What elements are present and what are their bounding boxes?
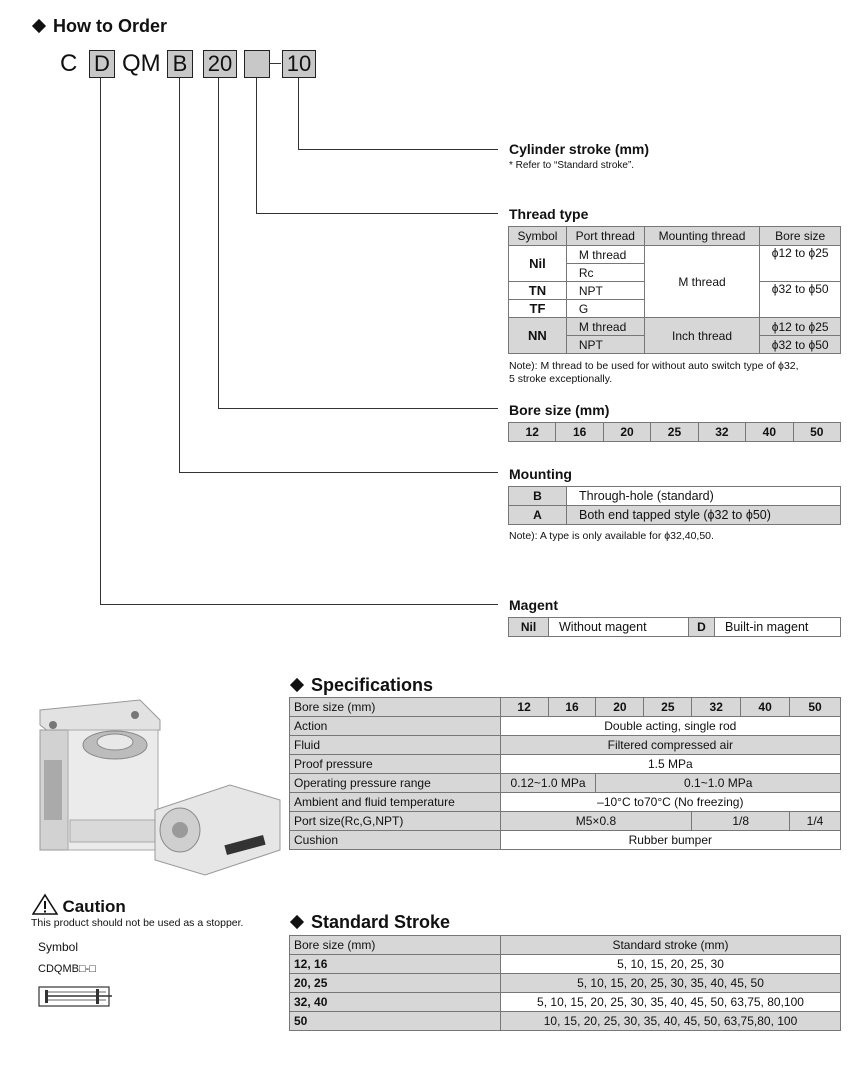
spec-bore-cell: 32 bbox=[692, 698, 741, 717]
cylinder-symbol-icon bbox=[36, 985, 116, 1009]
spec-temp-value: –10°C to70°C (No freezing) bbox=[500, 793, 840, 812]
port-thread-6: NPT bbox=[566, 336, 644, 354]
diamond-bullet-icon bbox=[32, 19, 46, 33]
code-box-thread bbox=[244, 50, 270, 78]
thread-type-table bbox=[508, 226, 841, 354]
spec-bore-label: Bore size (mm) bbox=[290, 698, 501, 717]
magent-table bbox=[508, 617, 841, 637]
bore-cell: 32 bbox=[698, 423, 745, 442]
leader-mounting-v bbox=[179, 78, 180, 472]
cylinder-stroke-title: Cylinder stroke (mm) bbox=[509, 141, 650, 157]
spec-oper-label: Operating pressure range bbox=[290, 774, 501, 793]
magent-sym-d: D bbox=[689, 618, 715, 637]
warning-icon bbox=[32, 893, 58, 915]
mounting-title: Mounting bbox=[509, 466, 572, 482]
stroke-bore-cell: 12, 16 bbox=[290, 955, 501, 974]
leader-thread-v bbox=[256, 78, 257, 213]
stroke-header-bore: Bore size (mm) bbox=[290, 936, 501, 955]
sym-nn: NN bbox=[509, 318, 567, 354]
stroke-bore-cell: 32, 40 bbox=[290, 993, 501, 1012]
port-thread-3: NPT bbox=[566, 282, 644, 300]
port-thread-4: G bbox=[566, 300, 644, 318]
leader-bore-h bbox=[218, 408, 498, 409]
sym-nil: Nil bbox=[509, 246, 567, 282]
code-box-stroke: 10 bbox=[282, 50, 316, 78]
spec-bore-cell: 25 bbox=[644, 698, 692, 717]
spec-port-v1: M5×0.8 bbox=[500, 812, 692, 831]
th-port-thread: Port thread bbox=[566, 227, 644, 246]
leader-stroke-h bbox=[298, 149, 498, 150]
th-bore-size: Bore size bbox=[760, 227, 841, 246]
how-to-order-heading: How to Order bbox=[34, 16, 167, 37]
spec-action-label: Action bbox=[290, 717, 501, 736]
bore-cell: 12 bbox=[509, 423, 556, 442]
table-row bbox=[290, 1012, 841, 1031]
leader-thread-h bbox=[256, 213, 498, 214]
leader-mounting-h bbox=[179, 472, 498, 473]
bore-size-title: Bore size (mm) bbox=[509, 402, 610, 418]
leader-stroke-v bbox=[298, 78, 299, 149]
cylinder-stroke-note: * Refer to “Standard stroke”. bbox=[509, 160, 635, 171]
spec-bore-cell: 50 bbox=[790, 698, 841, 717]
stroke-header-stroke: Standard stroke (mm) bbox=[501, 936, 841, 955]
specifications-heading: Specifications bbox=[292, 675, 433, 696]
bore-size-1: ϕ12 to ϕ25 bbox=[760, 246, 841, 282]
thread-note-line2: 5 stroke exceptionally. bbox=[509, 373, 613, 385]
small-cylinder-image bbox=[155, 785, 280, 875]
spec-cushion-value: Rubber bumper bbox=[500, 831, 840, 850]
symbol-code: CDQMB□-□ bbox=[38, 963, 96, 975]
bore-size-3: ϕ12 to ϕ25 bbox=[760, 318, 841, 336]
bore-cell: 25 bbox=[651, 423, 698, 442]
port-thread-2: Rc bbox=[566, 264, 644, 282]
caution-text: This product should not be used as a stopper. bbox=[31, 917, 244, 929]
spec-bore-cell: 16 bbox=[548, 698, 596, 717]
spec-port-v3: 1/4 bbox=[790, 812, 841, 831]
stroke-values-cell: 5, 10, 15, 20, 25, 30 bbox=[501, 955, 841, 974]
spec-port-v2: 1/8 bbox=[692, 812, 790, 831]
thread-note-line1: Note): M thread to be used for without auto switch type of ϕ32, bbox=[509, 360, 799, 372]
code-qm: QM bbox=[122, 50, 161, 77]
leader-magent-v bbox=[100, 78, 101, 604]
stroke-bore-cell: 20, 25 bbox=[290, 974, 501, 993]
product-photo bbox=[30, 690, 285, 880]
spec-bore-cell: 20 bbox=[596, 698, 644, 717]
spec-proof-label: Proof pressure bbox=[290, 755, 501, 774]
mounting-table bbox=[508, 486, 841, 525]
mount-desc-a: Both end tapped style (ϕ32 to ϕ50) bbox=[567, 506, 841, 525]
magent-sym-nil: Nil bbox=[509, 618, 549, 637]
bore-cell: 16 bbox=[556, 423, 603, 442]
spec-action-value: Double acting, single rod bbox=[500, 717, 840, 736]
mounting-thread-inch: Inch thread bbox=[644, 318, 760, 354]
bore-cell: 50 bbox=[793, 423, 840, 442]
specifications-table bbox=[289, 697, 841, 850]
port-thread-1: M thread bbox=[566, 246, 644, 264]
th-symbol: Symbol bbox=[509, 227, 567, 246]
stroke-bore-cell: 50 bbox=[290, 1012, 501, 1031]
large-cylinder-image bbox=[40, 700, 160, 850]
bore-cell: 20 bbox=[603, 423, 650, 442]
th-mounting-thread: Mounting thread bbox=[644, 227, 760, 246]
standard-stroke-table bbox=[289, 935, 841, 1031]
stroke-values-cell: 10, 15, 20, 25, 30, 35, 40, 45, 50, 63,75,80, 100 bbox=[501, 1012, 841, 1031]
mount-desc-b: Through-hole (standard) bbox=[567, 487, 841, 506]
spec-temp-label: Ambient and fluid temperature bbox=[290, 793, 501, 812]
thread-type-title: Thread type bbox=[509, 206, 589, 222]
mount-sym-a: A bbox=[509, 506, 567, 525]
bore-size-2: ϕ32 to ϕ50 bbox=[760, 282, 841, 318]
code-box-bore: 20 bbox=[203, 50, 237, 78]
spec-fluid-value: Filtered compressed air bbox=[500, 736, 840, 755]
spec-oper-v1: 0.12~1.0 MPa bbox=[500, 774, 596, 793]
leader-magent-h bbox=[100, 604, 498, 605]
mount-sym-b: B bbox=[509, 487, 567, 506]
diamond-bullet-icon bbox=[290, 915, 304, 929]
magent-desc-d: Built-in magent bbox=[715, 618, 841, 637]
spec-fluid-label: Fluid bbox=[290, 736, 501, 755]
bore-size-4: ϕ32 to ϕ50 bbox=[760, 336, 841, 354]
bore-size-table bbox=[508, 422, 841, 442]
standard-stroke-heading: Standard Stroke bbox=[292, 912, 450, 933]
spec-oper-v2: 0.1~1.0 MPa bbox=[596, 774, 841, 793]
caution-heading: Caution bbox=[32, 893, 126, 917]
magent-desc-nil: Without magent bbox=[549, 618, 689, 637]
spec-bore-cell: 12 bbox=[500, 698, 548, 717]
table-row bbox=[290, 993, 841, 1012]
leader-bore-v bbox=[218, 78, 219, 408]
code-box-mounting: B bbox=[167, 50, 193, 78]
mounting-thread-m: M thread bbox=[644, 246, 760, 318]
sym-tf: TF bbox=[509, 300, 567, 318]
diamond-bullet-icon bbox=[290, 678, 304, 692]
stroke-values-cell: 5, 10, 15, 20, 25, 30, 35, 40, 45, 50, 63,75, 80,100 bbox=[501, 993, 841, 1012]
table-row bbox=[290, 974, 841, 993]
spec-port-label: Port size(Rc,G,NPT) bbox=[290, 812, 501, 831]
table-row bbox=[290, 955, 841, 974]
sym-tn: TN bbox=[509, 282, 567, 300]
mounting-note: Note): A type is only available for ϕ32,40,50. bbox=[509, 530, 714, 542]
spec-proof-value: 1.5 MPa bbox=[500, 755, 840, 774]
port-thread-5: M thread bbox=[566, 318, 644, 336]
bore-cell: 40 bbox=[746, 423, 793, 442]
symbol-label: Symbol bbox=[38, 940, 79, 954]
stroke-values-cell: 5, 10, 15, 20, 25, 30, 35, 40, 45, 50 bbox=[501, 974, 841, 993]
code-c: C bbox=[60, 50, 78, 77]
code-box-magnet: D bbox=[89, 50, 115, 78]
magent-title: Magent bbox=[509, 597, 558, 613]
spec-bore-cell: 40 bbox=[741, 698, 790, 717]
code-dash bbox=[269, 63, 281, 64]
spec-cushion-label: Cushion bbox=[290, 831, 501, 850]
